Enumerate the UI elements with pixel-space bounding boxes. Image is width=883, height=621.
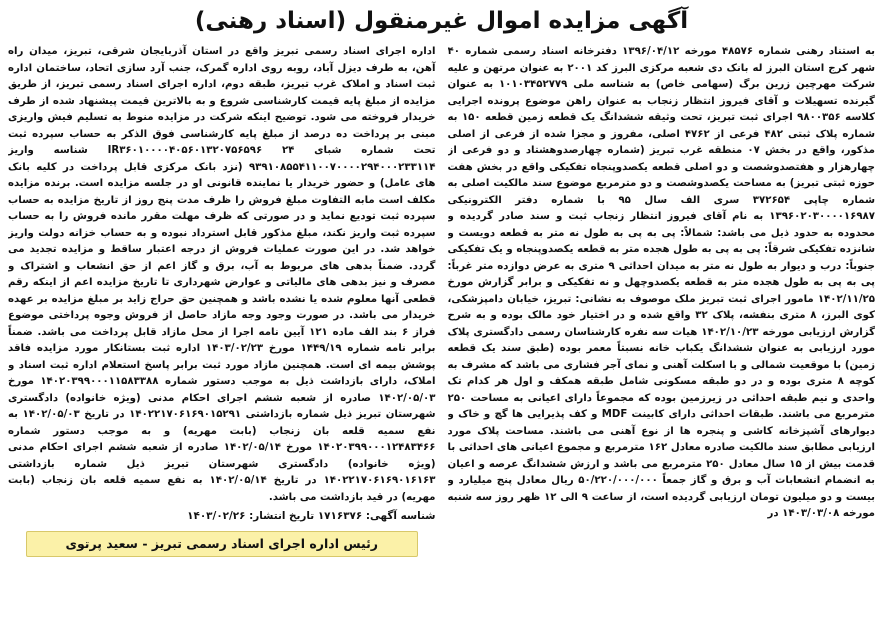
left-column-text: اداره اجرای اسناد رسمی تبریز واقع در استان آذربایجان شرقی، تبریز، میدان راه آهن، به طرف دیزل آباد، روبه روی اداره گمرک، جنب آرد سازی اتحاد، ساختمان اداره ثبت اسناد و املاک غرب تبریز، طبقه دوم، اداره اجرای اسناد رسمی تبریز، از طریق مزایده از مبلغ پایه قیمت کارشناسی شروع و به بالاترین قیمت پیشنهاد شده از طرف خریدار فروخته می شود. توضیح اینکه شرکت در مزایده منوط به تسلیم فیش واریزی مبنی بر پرداخت ده درصد از مبلغ پایه کارشناسی فوق الذکر به حساب سپرده ثبت تحت شماره شبای ۲۴ IR۳۶۰۱۰۰۰۰۴۰۵۶۰۱۳۲۰۷۵۶۵۹۶ شناسه واریز ۹۳۹۱۰۸۵۵۴۱۱۰۰۷۰۰۰۰۲۹۴۰۰۰۲۳۳۱۱۴ (نزد بانک مرکزی قابل پرداخت در کلیه بانک های عامل) و حضور خریدار یا نماینده قانونی او در جلسه مزایده است. برنده مزایده مکلف است مابه التفاوت مبلغ فروش را ظرف مدت پنج روز از تاریخ مزایده به حساب سپرده ثبت تودیع نماید و در صورتی که ظرف مهلت مقرر مانده فروش را به حساب سپرده ثبت واریز نکند، مبلغ مذکور قابل استرداد نبوده و به حساب خزانه دولت واریز خواهد شد. در این صورت عملیات فروش از درجه اعتبار ساقط و مزایده تجدید می گردد. ضمناً بدهی های مربوط به آب، برق و گاز اعم از حق انشعاب و اشتراک و مصرف و نیز بدهی های مالیاتی و عوارض شهرداری تا تاریخ مزایده اعم از اینکه رقم قطعی آنها معلوم شده یا نشده باشد و همچنین حق حراج زاید بر مبلغ مزایده بر عهده خریدار می باشد. در صورت وجود وجه مازاد حاصل از فروش وجوه پرداختی موضوع فراز ۶ بند الف ماده ۱۲۱ آیین نامه اجرا از محل مازاد قابل پرداخت می باشد. ضمناً برابر نامه شماره ۱۴۴۹/۱۹ مورخ ۱۴۰۳/۰۲/۲۳ اداره ثبت بستانکار مورد مزایده فاقد پوشش بیمه ای است. همچنین مازاد مورد ثبت برابر پاسخ استعلام اداره ثبت اسناد و املاک، دارای بازداشت ذیل به موجب دستور شماره ۱۴۰۲۰۳۹۹۰۰۰۱۱۵۸۳۳۸۸ مورخ ۱۴۰۲/۰۵/۰۳ صادره از شعبه ششم اجرای احکام مدنی (ویژه خانواده) دادگستری شهرستان تبریز ذیل شماره بازداشتی ۱۴۰۲۲۱۷۰۶۱۶۹۰۱۵۲۹۱ در تاریخ ۱۴۰۲/۰۵/۰۳ به نفع سمیه قلعه بان زنجاب (بابت مهریه) و به موجب دستور شماره ۱۴۰۲۰۳۹۹۰۰۰۱۲۴۸۳۴۶۶ مورخ ۱۴۰۲/۰۵/۱۴ صادره از شعبه ششم اجرای احکام مدنی (ویژه خانواده) دادگستری شهرستان تبریز ذیل شماره بازداشتی ۱۴۰۲۲۱۷۰۶۱۶۹۰۱۶۱۶۳ در تاریخ ۱۴۰۲/۰۵/۱۴ به نفع سمیه قلعه بان زنجاب (بابت مهریه) در قید بازداشت می باشد.	[8, 46, 436, 503]
notice-body	[8, 44, 875, 616]
notice-title: آگهی مزایده اموال غیرمنقول (اسناد رهنی)	[194, 8, 689, 34]
signature-box: رئیس اداره اجرای اسناد رسمی تبریز - سعید پرتوی	[26, 531, 418, 557]
notice-id-and-date: شناسه آگهی: ۱۷۱۶۳۷۶ تاریخ انتشار: ۱۴۰۳/۰۲/۲۶	[187, 510, 436, 522]
right-column	[448, 44, 876, 616]
left-column	[8, 44, 436, 616]
right-column-text: به استناد رهنی شماره ۴۸۵۷۶ مورخه ۱۳۹۶/۰۴/۱۲ دفترخانه اسناد رسمی شماره ۴۰ شهر کرج استان البرز له بانک دی شعبه مرکزی البرز کد ۲۰۰۱ به عنوان مرتهن و علیه شرکت مهرچین زرین برگ (سهامی خاص) به شناسه ملی ۱۰۱۰۳۴۵۲۷۷۹ به عنوان گیرنده تسهیلات و آقای فیروز انتظار زنجاب به عنوان راهن موضوع پرونده اجرایی کلاسه ۹۸۰۰۳۵۶ اجرای ثبت تبریز، تحت وثیقه ششدانگ یک قطعه زمین قطعه ۱۵۰ به شماره پلاک ثبتی ۴۸۲ فرعی از ۴۷۶۲ اصلی، مفروز و مجزا شده از فرعی از اصلی مذکور، واقع در بخش ۰۷ منطقه غرب تبریز (شماره چهارصدوهشتاد و دو فرعی از چهارهزار و هفتصدوشصت و دو اصلی قطعه یکصدوپنجاه تفکیکی واقع در بخش هفت حوزه ثبتی تبریز) به مساحت یکصدوشصت و دو مترمربع موضوع سند مالکیت اصلی به شماره چاپی ۳۷۲۶۵۴ سری الف سال ۹۵ با شماره دفتر الکترونیکی ۱۳۹۶۰۲۰۳۰۰۰۰۱۶۹۸۷ به نام آقای فیروز انتظار زنجاب ثبت و سند صادر گردیده و محدوده به حدود ذیل می باشد: شمالاً: پی به پی به طول نه متر به قطعه دویست و شانزده تفکیکی شرقاً: پی به پی به طول هجده متر به قطعه یکصدوپنجاه و یک تفکیکی جنوباً: درب و دیوار به طول نه متر به میدان احداثی ۹ متری به عرض دوازده متر غرباً: پی به پی به طول هجده متر به قطعه یکصدوچهل و نه تفکیکی و برابر گزارش مورخ ۱۴۰۲/۱۱/۲۵ مامور اجرای ثبت تبریز ملک موصوف به نشانی: تبریز، خیابان دامپزشکی، کوی البرز، ۸ متری بنفشه، پلاک ۳۲ واقع شده و در اختیار خود مالک بوده و به شرح گزارش ارزیابی مورخه ۱۴۰۲/۱۰/۲۳ هیات سه نفره کارشناسان رسمی دادگستری پلاک مورد ارزیابی به عنوان ششدانگ یکباب خانه نسبتاً معمر بوده (طبق سند یک قطعه زمین) با موقعیت شمالی و با اسکلت آهنی و نمای آجر فشاری می باشد که مشرف به کوچه ۸ متری بوده و در دو طبقه مسکونی شامل طبقه همکف و اول هر کدام تک واحدی و نیم طبقه احداثی در زیرزمین بوده که مجموعاً دارای اعیانی به مساحت ۲۵۰ مترمربع می باشند. طبقات احداثی دارای کابینت MDF و کف پذیرایی ها گچ و خاک و دیوارهای آشپزخانه کاشی و پنجره ها از نوع آهنی می باشند. مساحت پلاک مورد ارزیابی مطابق سند مالکیت صادره معادل ۱۶۲ مترمربع و مجموع اعیانی های احداثی با قدمت بیش از ۱۵ سال معادل ۲۵۰ مترمربع می باشد و ارزش ششدانگ عرصه و اعیان به انضمام انشعابات آب و برق و گاز جمعاً ۵۰/۲۲۰/۰۰۰/۰۰۰ ریال معادل پنج میلیارد و بیست و دو میلیون تومان ارزیابی گردیده است، از ساعت ۹ الی ۱۲ ظهر روز سه شنبه مورخه ۱۴۰۳/۰۳/۰۸ در	[447, 46, 875, 519]
